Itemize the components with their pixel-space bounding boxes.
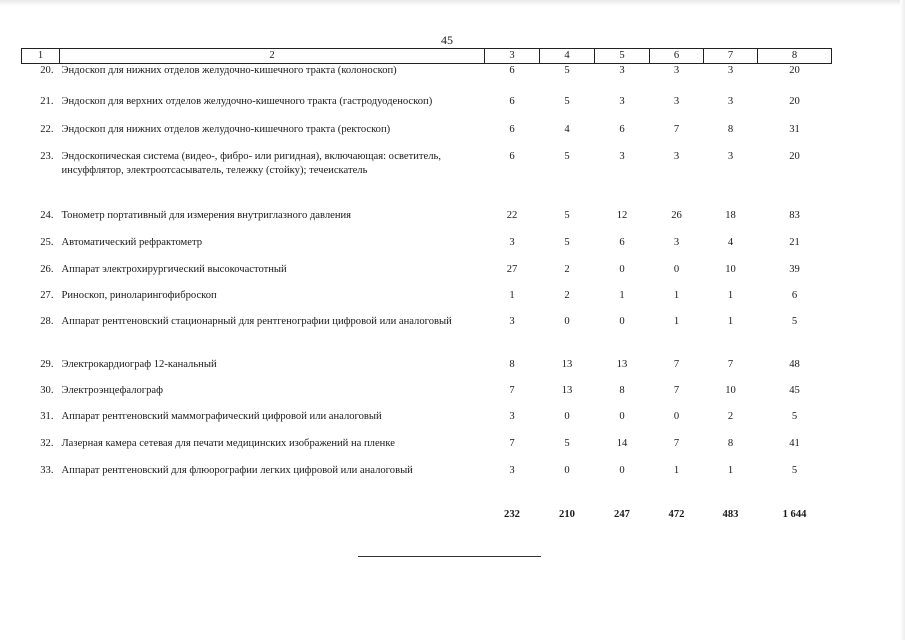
row-number: 25.: [40, 236, 54, 248]
table-row: [22, 437, 832, 464]
row-value: 14: [616, 437, 628, 449]
table-row: [22, 263, 832, 289]
row-value: 1: [509, 289, 515, 301]
page-number: 45: [441, 33, 453, 47]
row-value: 0: [619, 410, 625, 422]
row-value: 5: [564, 209, 570, 221]
row-value: 27: [506, 263, 518, 275]
row-value: 0: [619, 464, 625, 476]
total-value: 210: [559, 508, 575, 520]
total-value: 483: [722, 508, 739, 520]
totals-row: [22, 508, 832, 528]
row-number: 24.: [40, 209, 54, 221]
row-value: 3: [727, 65, 734, 76]
row-value: 6: [509, 65, 515, 76]
row-number: 27.: [40, 289, 54, 301]
row-value: 0: [619, 263, 625, 275]
row-value: 39: [789, 263, 800, 275]
row-number: 26.: [40, 263, 54, 275]
row-value: 7: [673, 358, 680, 370]
row-value: 83: [789, 209, 800, 221]
row-value: 5: [564, 95, 570, 107]
row-value: 6: [509, 150, 515, 162]
row-value: 3: [727, 95, 734, 107]
row-number: 33.: [40, 464, 54, 476]
row-name: Электрокардиограф 12-канальный: [61, 358, 217, 370]
row-name: Риноскоп, риноларингофиброскоп: [61, 289, 217, 301]
row-value: 22: [506, 209, 518, 221]
row-value: 13: [616, 358, 628, 370]
row-number: 22.: [40, 123, 54, 135]
row-name: Лазерная камера сетевая для печати медицинских изображений на пленке: [61, 437, 395, 449]
row-value: 0: [564, 315, 570, 327]
total-value: 1 644: [782, 508, 807, 520]
row-value: 6: [619, 123, 625, 135]
row-name: Аппарат рентгеновский стационарный для рентгенографии цифровой или аналоговый: [61, 315, 452, 327]
row-value: 1: [727, 289, 734, 301]
row-value: 45: [789, 384, 800, 396]
row-value: 0: [673, 410, 680, 422]
scan-edge-right: [900, 0, 905, 640]
row-value: 3: [509, 464, 515, 476]
row-value: 7: [673, 123, 680, 135]
row-value: 3: [727, 150, 734, 162]
row-value: 3: [673, 236, 680, 248]
table-row: [22, 236, 832, 263]
header-cell-col4: 4: [540, 49, 595, 64]
row-value: 2: [564, 263, 570, 275]
header-cell-col7: 7: [704, 49, 758, 64]
row-value: 5: [791, 315, 798, 327]
row-value: 3: [619, 65, 625, 76]
equipment-table: [21, 48, 832, 528]
header-cell-col3: 3: [485, 49, 540, 64]
row-name: Аппарат рентгеновский маммографический цифровой или аналоговый: [61, 410, 382, 422]
row-value: 3: [673, 95, 680, 107]
header-cell-col1: 1: [22, 49, 60, 64]
row-value: 2: [564, 289, 570, 301]
row-value: 3: [619, 150, 625, 162]
row-value: 48: [789, 358, 800, 370]
table-row: [22, 209, 832, 236]
row-value: 0: [673, 263, 680, 275]
row-value: 3: [673, 65, 680, 76]
table-row: [22, 464, 832, 508]
row-value: 4: [564, 123, 570, 135]
row-number: 31.: [40, 410, 54, 422]
header-row: [22, 49, 832, 64]
row-value: 5: [791, 410, 798, 422]
row-value: 3: [509, 315, 515, 327]
row-value: 1: [673, 464, 680, 476]
row-value: 6: [619, 236, 625, 248]
row-value: 3: [509, 410, 515, 422]
total-value: 232: [504, 508, 520, 520]
row-value: 6: [509, 123, 515, 135]
row-value: 18: [725, 209, 736, 221]
row-value: 41: [789, 437, 800, 449]
row-number: 30.: [40, 384, 54, 396]
header-cell-col2: 2: [60, 49, 485, 64]
row-value: 31: [789, 123, 800, 135]
row-name: Эндоскопическая система (видео-, фибро- или ригидная), включающая: осветитель, инсуффлятор, электроотсасыватель, тележку (стойку); течеискатель: [61, 150, 441, 176]
total-value: 247: [614, 508, 630, 520]
row-value: 1: [727, 315, 734, 327]
row-name: Тонометр портативный для измерения внутриглазного давления: [61, 209, 352, 221]
row-value: 20: [789, 65, 800, 76]
row-value: 5: [564, 65, 570, 76]
row-value: 13: [561, 358, 573, 370]
row-value: 7: [509, 437, 515, 449]
row-value: 2: [727, 410, 734, 422]
row-value: 3: [619, 95, 625, 107]
row-name: Эндоскоп для нижних отделов желудочно-кишечного тракта (ректоскоп): [61, 123, 391, 135]
row-name: Аппарат рентгеновский для флюорографии легких цифровой или аналоговый: [61, 464, 413, 476]
table-row: [22, 358, 832, 384]
header-cell-col5: 5: [595, 49, 650, 64]
row-number: 21.: [40, 95, 54, 107]
row-value: 1: [619, 289, 625, 301]
table-row: [22, 123, 832, 150]
row-value: 1: [673, 289, 680, 301]
row-value: 26: [671, 209, 682, 221]
row-name: Аппарат электрохирургический высокочастотный: [61, 263, 287, 275]
row-value: 8: [727, 123, 734, 135]
row-value: 8: [619, 384, 625, 396]
header-cell-col8: 8: [758, 49, 832, 64]
row-value: 0: [564, 464, 570, 476]
table-row: [22, 150, 832, 209]
row-value: 1: [727, 464, 734, 476]
row-value: 1: [673, 315, 680, 327]
row-name: Электроэнцефалограф: [61, 384, 163, 396]
table-row: [22, 384, 832, 410]
row-value: 5: [791, 464, 798, 476]
row-value: 4: [727, 236, 734, 248]
table-row: [22, 315, 832, 358]
table-row: [22, 95, 832, 123]
row-name: Эндоскоп для верхних отделов желудочно-кишечного тракта (гастродуоденоскоп): [61, 95, 433, 107]
row-value: 7: [509, 384, 515, 396]
row-number: 28.: [40, 315, 54, 327]
row-value: 21: [789, 236, 800, 248]
row-value: 8: [509, 358, 515, 370]
row-value: 5: [564, 236, 570, 248]
table-row: [22, 64, 832, 95]
row-value: 20: [789, 95, 800, 107]
row-value: 7: [727, 358, 734, 370]
row-name: Автоматический рефрактометр: [61, 236, 203, 248]
row-value: 8: [727, 437, 734, 449]
row-value: 0: [564, 410, 570, 422]
row-number: 29.: [40, 358, 54, 370]
table-row: [22, 289, 832, 315]
row-number: 23.: [40, 150, 54, 162]
row-value: 3: [509, 236, 515, 248]
header-cell-col6: 6: [650, 49, 704, 64]
row-value: 12: [616, 209, 628, 221]
row-number: 20.: [40, 65, 54, 76]
row-value: 7: [673, 384, 680, 396]
row-value: 0: [619, 315, 625, 327]
row-name: Эндоскоп для нижних отделов желудочно-кишечного тракта (колоноскоп): [61, 65, 397, 76]
row-value: 13: [561, 384, 573, 396]
total-value: 472: [668, 508, 685, 520]
scan-edge-top: [0, 0, 905, 6]
footer-divider: [358, 556, 541, 557]
row-value: 3: [673, 150, 680, 162]
row-value: 6: [791, 289, 798, 301]
table-row: [22, 410, 832, 437]
row-value: 20: [789, 150, 800, 162]
row-value: 10: [725, 263, 736, 275]
row-value: 7: [673, 437, 680, 449]
row-value: 5: [564, 437, 570, 449]
row-value: 6: [509, 95, 515, 107]
row-number: 32.: [40, 437, 54, 449]
row-value: 10: [725, 384, 736, 396]
row-value: 5: [564, 150, 570, 162]
